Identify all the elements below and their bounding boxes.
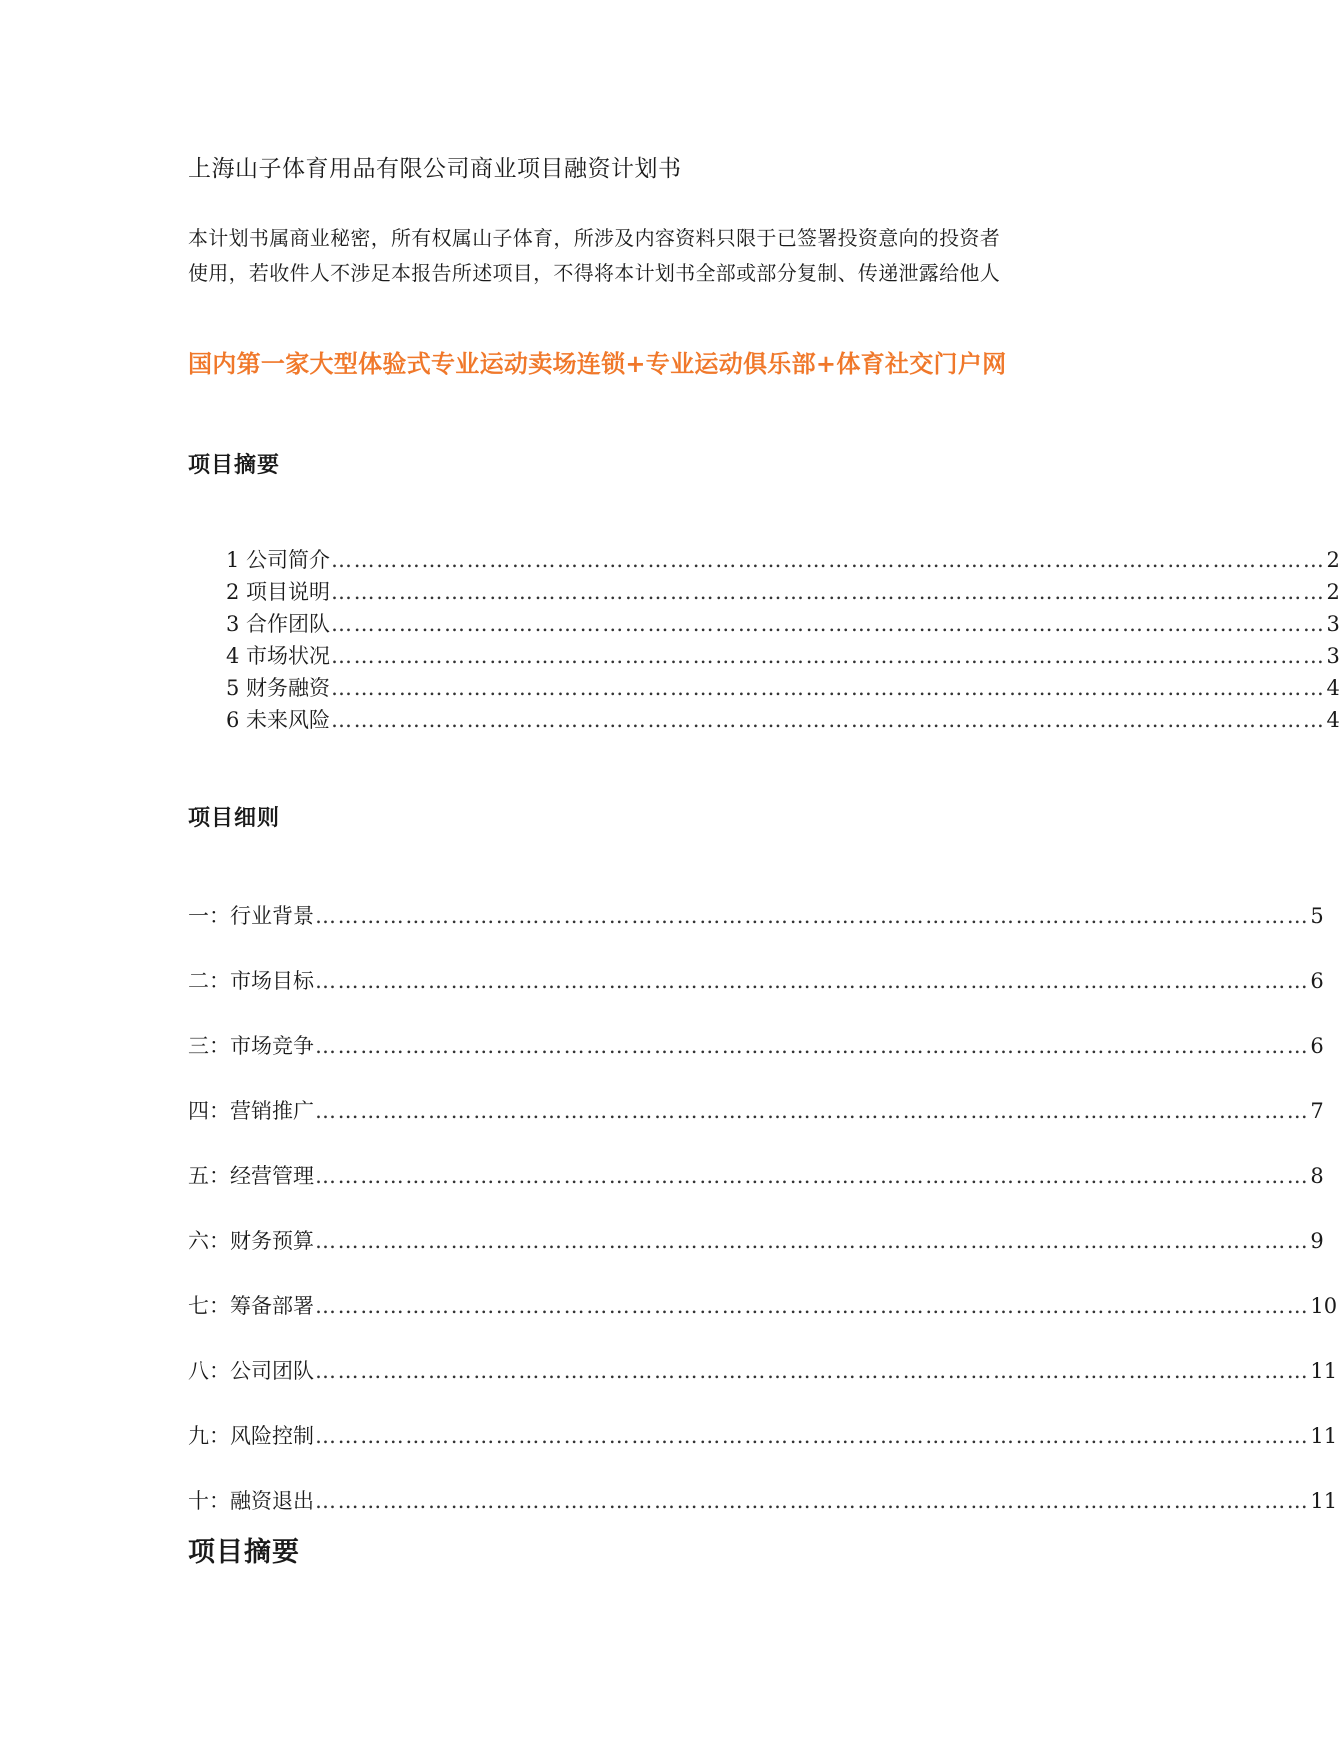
toc-leader-dots: …………………………………………………………………………………………………………………… — [315, 1099, 1310, 1123]
project-slogan: 国内第一家大型体验式专业运动卖场连锁+专业运动俱乐部+体育社交门户网 — [188, 349, 1007, 378]
toc-item-page: 7 — [1310, 1099, 1324, 1123]
toc-leader-dots: …………………………………………………………………………………………………………………… — [315, 969, 1310, 993]
toc-leader-dots: …………………………………………………………………………………………………………………… — [315, 1294, 1310, 1318]
toc-item[interactable] — [226, 576, 1340, 606]
toc-item-label: 一：行业背景 — [188, 904, 314, 928]
toc-item[interactable] — [188, 1485, 1338, 1515]
toc-item-label: 九：风险控制 — [188, 1424, 314, 1448]
toc-item-label: 四：营销推广 — [188, 1099, 314, 1123]
toc-item[interactable] — [188, 1290, 1338, 1320]
toc-item[interactable] — [188, 1160, 1324, 1190]
toc-item-label: 二：市场目标 — [188, 969, 314, 993]
toc-item[interactable] — [226, 704, 1340, 734]
toc-item-label: 六：财务预算 — [188, 1229, 314, 1253]
confidentiality-notice-line-1: 本计划书属商业秘密，所有权属山子体育，所涉及内容资料只限于已签署投资意向的投资者 — [188, 226, 1000, 250]
toc-item-page: 6 — [1310, 969, 1324, 993]
toc-leader-dots: …………………………………………………………………………………………………………………… — [315, 1034, 1310, 1058]
toc-item-page: 5 — [1310, 904, 1324, 928]
toc-item[interactable] — [188, 1030, 1324, 1060]
confidentiality-notice-line-2: 使用，若收件人不涉足本报告所述项目，不得将本计划书全部或部分复制、传递泄露给他人 — [188, 261, 1000, 285]
toc-leader-dots: …………………………………………………………………………………………………………………… — [315, 1359, 1310, 1383]
toc-leader-dots: …………………………………………………………………………………………………………………… — [315, 1164, 1310, 1188]
toc-item-page: 6 — [1310, 1034, 1324, 1058]
toc-item[interactable] — [188, 1355, 1338, 1385]
toc-item-label: 七：筹备部署 — [188, 1294, 314, 1318]
toc-leader-dots: …………………………………………………………………………………………………………………… — [331, 708, 1326, 732]
toc-item-label: 十：融资退出 — [188, 1489, 314, 1513]
toc-item-label: 2 项目说明 — [226, 580, 331, 604]
toc-item[interactable] — [226, 544, 1340, 574]
toc-item-page: 3 — [1326, 612, 1340, 636]
toc-item[interactable] — [188, 1420, 1338, 1450]
toc-item-label: 5 财务融资 — [226, 676, 331, 700]
toc-item-page: 8 — [1310, 1164, 1324, 1188]
toc-leader-dots: …………………………………………………………………………………………………………………… — [331, 548, 1326, 572]
toc-item[interactable] — [188, 900, 1324, 930]
toc-item-page: 3 — [1326, 644, 1340, 668]
toc-leader-dots: …………………………………………………………………………………………………………………… — [331, 580, 1326, 604]
toc-item-page: 4 — [1326, 708, 1340, 732]
toc-item-page: 2 — [1326, 548, 1340, 572]
toc-item-page: 2 — [1326, 580, 1340, 604]
toc-item[interactable] — [226, 640, 1340, 670]
toc-item[interactable] — [226, 608, 1340, 638]
toc-item[interactable] — [188, 1225, 1324, 1255]
toc-leader-dots: …………………………………………………………………………………………………………………… — [315, 904, 1310, 928]
toc-item-page: 11 — [1310, 1359, 1338, 1383]
summary-section-heading: 项目摘要 — [188, 1537, 300, 1568]
document-title: 上海山子体育用品有限公司商业项目融资计划书 — [188, 156, 682, 182]
toc-leader-dots: …………………………………………………………………………………………………………………… — [315, 1229, 1310, 1253]
toc-item-label: 4 市场状况 — [226, 644, 331, 668]
detail-heading: 项目细则 — [188, 805, 281, 831]
toc-item[interactable] — [188, 1095, 1324, 1125]
toc-item-label: 1 公司简介 — [226, 548, 331, 572]
toc-item-label: 三：市场竞争 — [188, 1034, 314, 1058]
toc-item-label: 3 合作团队 — [226, 612, 331, 636]
toc-leader-dots: …………………………………………………………………………………………………………………… — [315, 1424, 1310, 1448]
toc-item-label: 6 未来风险 — [226, 708, 331, 732]
toc-item-page: 4 — [1326, 676, 1340, 700]
toc-item[interactable] — [226, 672, 1340, 702]
toc-item-page: 11 — [1310, 1424, 1338, 1448]
toc-leader-dots: …………………………………………………………………………………………………………………… — [331, 644, 1326, 668]
toc-leader-dots: …………………………………………………………………………………………………………………… — [315, 1489, 1310, 1513]
toc-item-label: 八：公司团队 — [188, 1359, 314, 1383]
toc-item-page: 11 — [1310, 1489, 1338, 1513]
toc-item-label: 五：经营管理 — [188, 1164, 314, 1188]
toc-leader-dots: …………………………………………………………………………………………………………………… — [331, 676, 1326, 700]
toc-item-page: 9 — [1310, 1229, 1324, 1253]
toc-item-page: 10 — [1310, 1294, 1338, 1318]
toc-item[interactable] — [188, 965, 1324, 995]
toc-leader-dots: …………………………………………………………………………………………………………………… — [331, 612, 1326, 636]
summary-heading: 项目摘要 — [188, 452, 281, 478]
